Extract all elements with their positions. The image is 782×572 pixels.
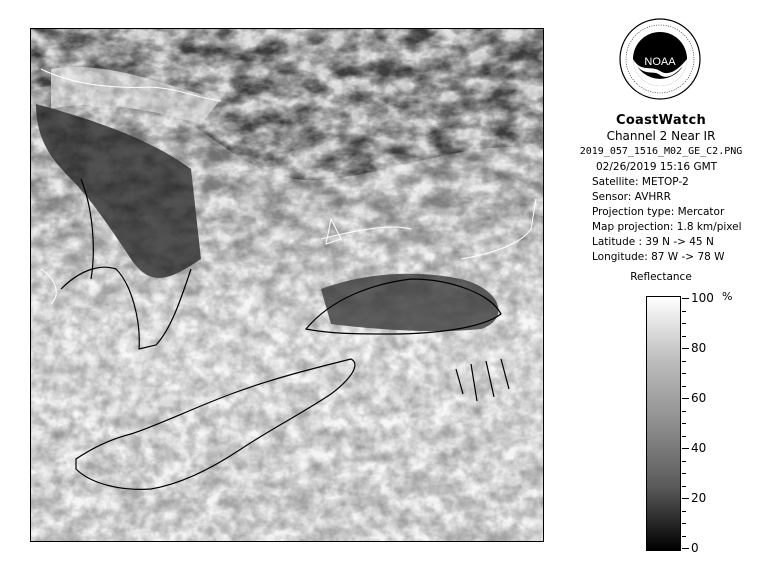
colorbar-tick-label: 60 — [691, 391, 707, 405]
colorbar-tick — [682, 348, 689, 349]
colorbar-tick — [682, 398, 689, 399]
colorbar-minor-tick — [682, 386, 686, 387]
colorbar-title: Reflectance — [630, 271, 692, 283]
channel-title: Channel 2 Near IR — [606, 129, 716, 143]
colorbar-minor-tick — [682, 336, 686, 337]
colorbar-tick — [682, 298, 689, 299]
colorbar-tick — [682, 498, 689, 499]
colorbar-minor-tick — [682, 461, 686, 462]
colorbar-tick — [682, 448, 689, 449]
image-filename: 2019_057_1516_M02_GE_C2.PNG — [579, 146, 743, 157]
latitude-line: Latitude : 39 N -> 45 N — [592, 236, 714, 248]
projection-type-line: Projection type: Mercator — [592, 206, 725, 218]
longitude-line: Longitude: 87 W -> 78 W — [592, 251, 725, 263]
colorbar-minor-tick — [682, 523, 686, 524]
logo-text: NOAA — [644, 56, 676, 68]
noaa-logo — [619, 18, 701, 100]
colorbar-minor-tick — [682, 473, 686, 474]
colorbar-unit: % — [722, 290, 733, 303]
colorbar-minor-tick — [682, 361, 686, 362]
colorbar-tick-label: 100 — [691, 291, 714, 305]
colorbar-minor-tick — [682, 423, 686, 424]
satellite-line: Satellite: METOP-2 — [592, 176, 689, 188]
colorbar-tick-label: 20 — [691, 491, 707, 505]
colorbar-minor-tick — [682, 536, 686, 537]
acquisition-datetime: 02/26/2019 15:16 GMT — [596, 161, 718, 173]
colorbar — [646, 296, 681, 551]
colorbar-minor-tick — [682, 436, 686, 437]
map-projection-line: Map projection: 1.8 km/pixel — [592, 221, 742, 233]
colorbar-tick — [682, 548, 689, 549]
colorbar-tick-label: 40 — [691, 441, 707, 455]
colorbar-minor-tick — [682, 373, 686, 374]
colorbar-minor-tick — [682, 411, 686, 412]
satellite-image — [30, 28, 544, 542]
colorbar-minor-tick — [682, 311, 686, 312]
sensor-line: Sensor: AVHRR — [592, 191, 671, 203]
colorbar-tick-label: 0 — [691, 541, 699, 555]
product-title: CoastWatch — [615, 113, 707, 128]
colorbar-minor-tick — [682, 323, 686, 324]
colorbar-minor-tick — [682, 486, 686, 487]
colorbar-tick-label: 80 — [691, 341, 707, 355]
colorbar-minor-tick — [682, 511, 686, 512]
